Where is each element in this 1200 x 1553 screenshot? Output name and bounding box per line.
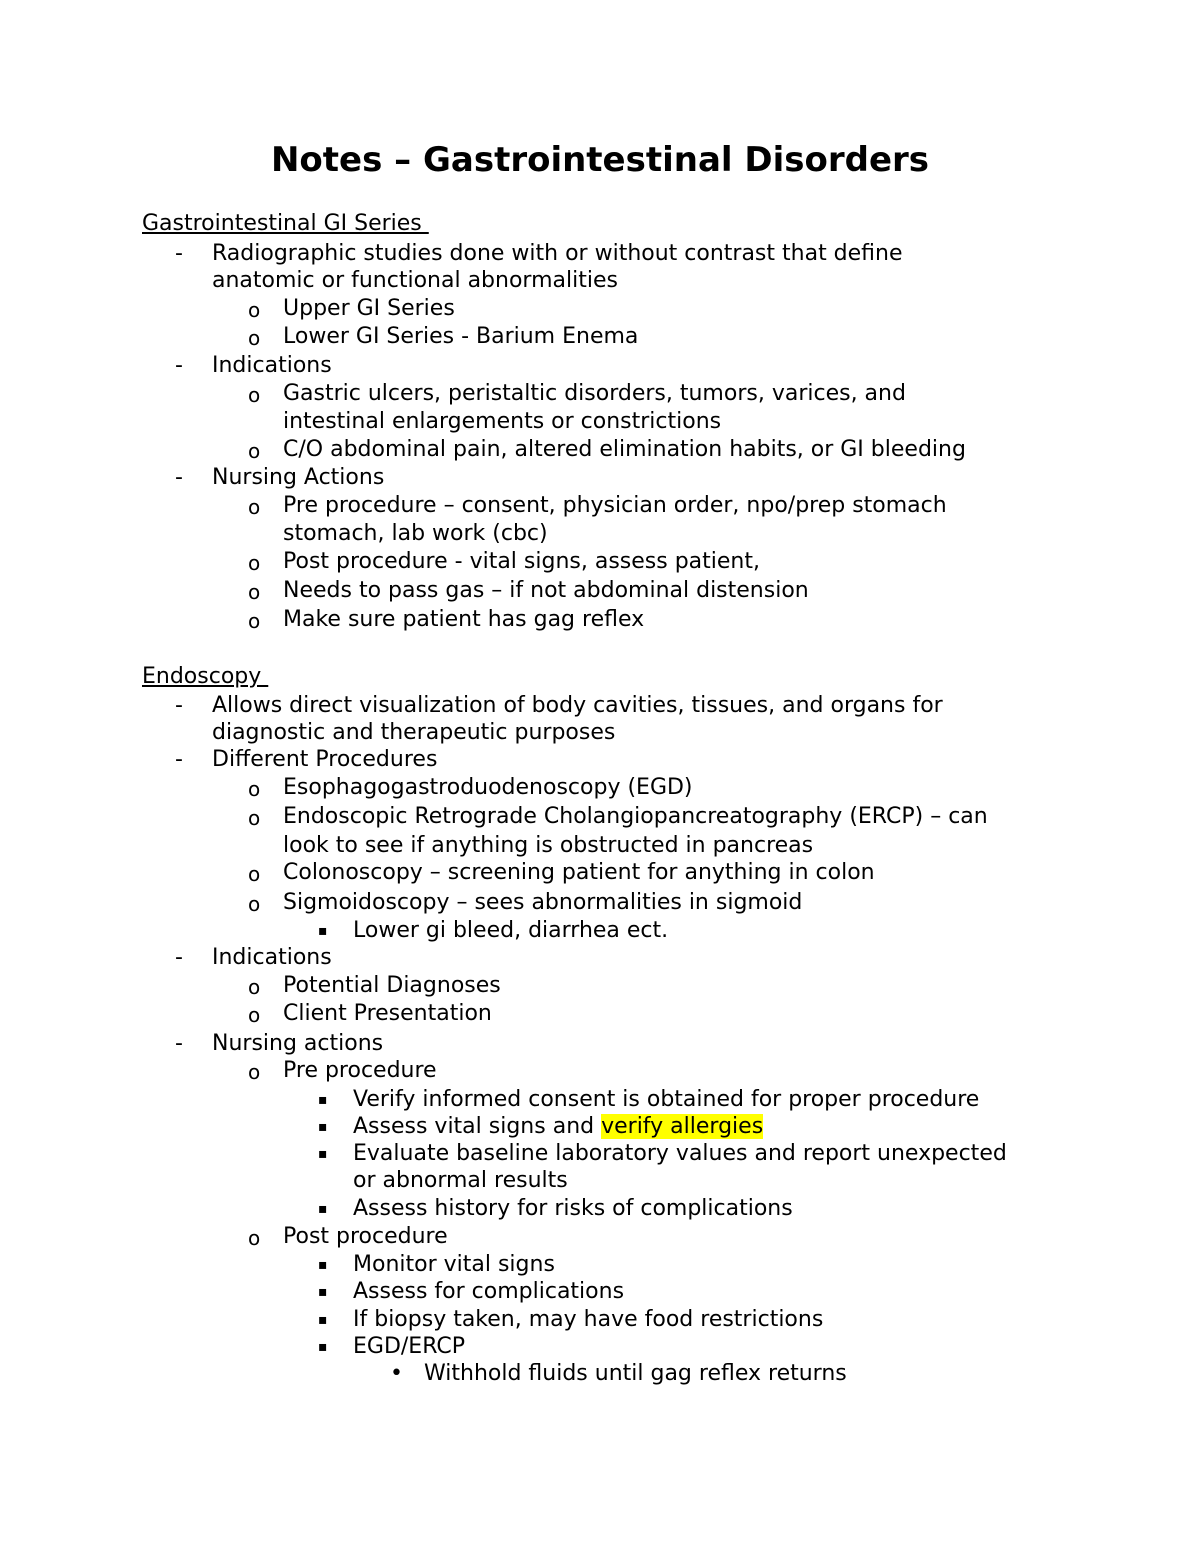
dash-bullet: - [175, 353, 183, 378]
circle-bullet: o [248, 1060, 261, 1084]
endo-pre4: Assess history for risks of complications [353, 1196, 793, 1221]
gi-nursing3: Needs to pass gas – if not abdominal distension [283, 578, 809, 603]
section-heading-gi-series: Gastrointestinal GI Series [142, 211, 429, 236]
circle-bullet: o [248, 975, 261, 999]
endo-indication1: Potential Diagnoses [283, 973, 501, 998]
circle-bullet: o [248, 551, 261, 575]
endo-post2: Assess for complications [353, 1279, 625, 1304]
endo-description-line2: diagnostic and therapeutic purposes [212, 720, 616, 745]
endo-pre2 [353, 1113, 763, 1141]
dash-bullet: - [175, 747, 183, 772]
endo-description-line1: Allows direct visualization of body cavities, tissues, and organs for [212, 693, 943, 718]
circle-bullet: o [248, 892, 261, 916]
square-bullet: ▪ [318, 1339, 328, 1355]
circle-bullet: o [248, 495, 261, 519]
square-bullet: ▪ [318, 1201, 328, 1217]
dash-bullet: - [175, 465, 183, 490]
endo-post4: EGD/ERCP [353, 1334, 466, 1359]
dash-bullet: - [175, 1031, 183, 1056]
section-heading-endoscopy: Endoscopy [142, 664, 269, 689]
list-item-lower-gi: Lower GI Series - Barium Enema [283, 324, 639, 349]
endo-proc-ercp-line2: look to see if anything is obstructed in pancreas [283, 833, 814, 858]
gi-nursing2: Post procedure - vital signs, assess patient, [283, 549, 760, 574]
circle-bullet: o [248, 862, 261, 886]
gi-nursing-label: Nursing Actions [212, 465, 385, 490]
circle-bullet: o [248, 439, 261, 463]
endo-procedures-label: Different Procedures [212, 747, 438, 772]
endo-pre3-line2: or abnormal results [353, 1168, 568, 1193]
circle-bullet: o [248, 1003, 261, 1027]
dash-bullet: - [175, 693, 183, 718]
square-bullet: ▪ [318, 1257, 328, 1273]
circle-bullet: o [248, 580, 261, 604]
gi-indication1-line2: intestinal enlargements or constrictions [283, 409, 722, 434]
gi-indications-label: Indications [212, 353, 332, 378]
dot-bullet: • [390, 1361, 403, 1386]
gi-description-line1: Radiographic studies done with or without contrast that define [212, 241, 903, 266]
endo-proc-colonoscopy: Colonoscopy – screening patient for anything in colon [283, 860, 875, 885]
endo-post-label: Post procedure [283, 1224, 448, 1249]
list-item-upper-gi: Upper GI Series [283, 296, 455, 321]
circle-bullet: o [248, 1226, 261, 1250]
endo-pre1: Verify informed consent is obtained for proper procedure [353, 1087, 980, 1112]
page-title: Notes – Gastrointestinal Disorders [270, 140, 930, 180]
gi-description-line2: anatomic or functional abnormalities [212, 268, 618, 293]
gi-indication1-line1: Gastric ulcers, peristaltic disorders, tumors, varices, and [283, 381, 906, 406]
square-bullet: ▪ [318, 1312, 328, 1328]
endo-proc-ercp-line1: Endoscopic Retrograde Cholangiopancreatography (ERCP) – can [283, 804, 988, 829]
endo-proc-sigmoid-sub: Lower gi bleed, diarrhea ect. [353, 918, 669, 943]
circle-bullet: o [248, 806, 261, 830]
square-bullet: ▪ [318, 923, 328, 939]
gi-indication2: C/O abdominal pain, altered elimination habits, or GI bleeding [283, 437, 966, 462]
gi-nursing1-line1: Pre procedure – consent, physician order, npo/prep stomach [283, 493, 947, 518]
endo-post3: If biopsy taken, may have food restrictions [353, 1307, 824, 1332]
highlighted-text: verify allergies [601, 1114, 764, 1139]
endo-proc-egd: Esophagogastroduodenoscopy (EGD) [283, 775, 693, 800]
endo-pre2-prefix: Assess vital signs and [353, 1114, 602, 1139]
dash-bullet: - [175, 241, 183, 266]
square-bullet: ▪ [318, 1284, 328, 1300]
square-bullet: ▪ [318, 1146, 328, 1162]
endo-post1: Monitor vital signs [353, 1252, 555, 1277]
endo-indications-label: Indications [212, 945, 332, 970]
endo-indication2: Client Presentation [283, 1001, 492, 1026]
square-bullet: ▪ [318, 1092, 328, 1108]
circle-bullet: o [248, 298, 261, 322]
circle-bullet: o [248, 777, 261, 801]
gi-nursing4: Make sure patient has gag reflex [283, 607, 645, 632]
circle-bullet: o [248, 383, 261, 407]
dash-bullet: - [175, 945, 183, 970]
circle-bullet: o [248, 326, 261, 350]
endo-nursing-label: Nursing actions [212, 1031, 384, 1056]
endo-pre3-line1: Evaluate baseline laboratory values and report unexpected [353, 1141, 1007, 1166]
gi-nursing1-line2: stomach, lab work (cbc) [283, 521, 548, 546]
endo-post4-sub: Withhold fluids until gag reflex returns [424, 1361, 847, 1386]
circle-bullet: o [248, 609, 261, 633]
endo-pre-label: Pre procedure [283, 1058, 437, 1083]
square-bullet: ▪ [318, 1119, 328, 1135]
endo-proc-sigmoidoscopy: Sigmoidoscopy – sees abnormalities in sigmoid [283, 890, 803, 915]
